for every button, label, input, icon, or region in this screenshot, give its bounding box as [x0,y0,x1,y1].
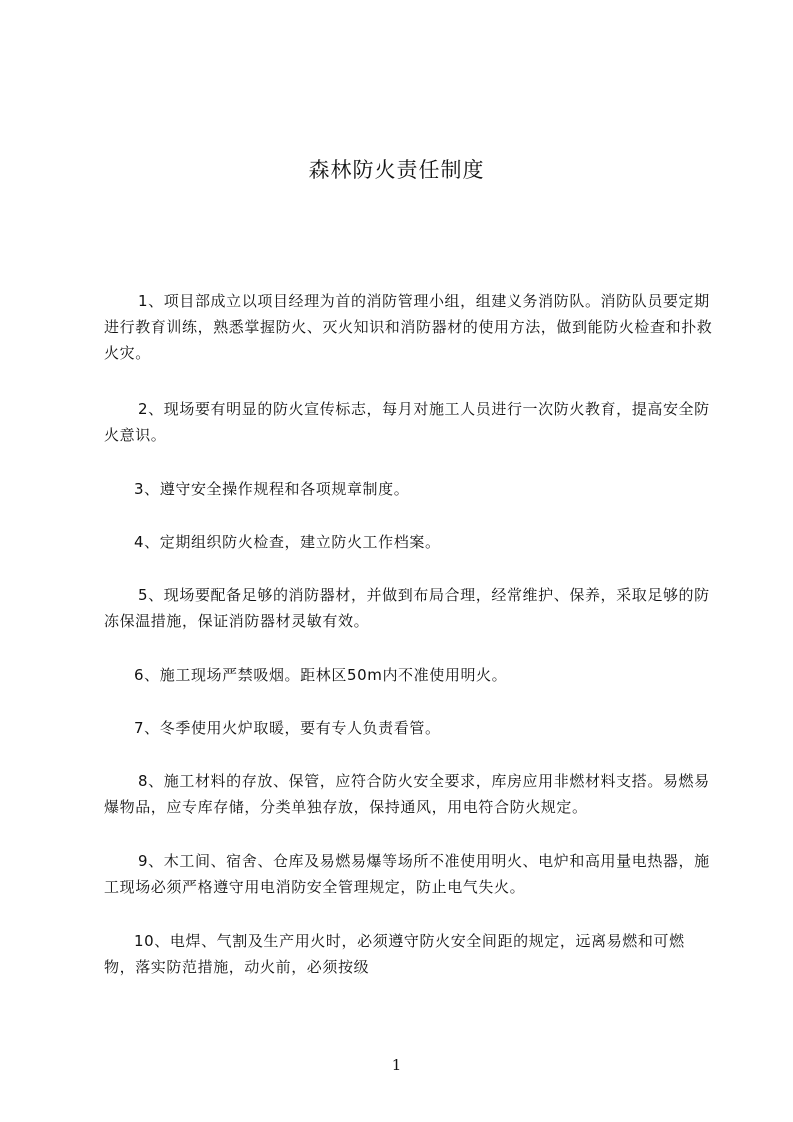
paragraph-2-text: 2、现场要有明显的防火宣传标志，每月对施工人员进行一次防火教育，提高安全防火意识。 [104,400,710,444]
paragraph-6-text: 6、施工现场严禁吸烟。距林区50m内不准使用明火。 [134,666,508,684]
paragraph-7 [104,715,714,741]
paragraph-10-text: 10、电焊、气割及生产用火时，必须遵守防火安全间距的规定，远离易燃和可燃物，落实防范措施，动火前，必须按级 [104,932,685,976]
paragraph-1-text: 1、项目部成立以项目经理为首的消防管理小组，组建义务消防队。消防队员要定期进行教育训练，熟悉掌握防火、灭火知识和消防器材的使用方法，做到能防火检查和扑救火灾。 [104,292,713,362]
paragraph-2 [104,396,714,448]
paragraph-8-text: 8、施工材料的存放、保管，应符合防火安全要求，库房应用非燃材料支搭。易燃易爆物品，应专库存储，分类单独存放，保持通风，用电符合防火规定。 [104,772,710,816]
paragraph-9 [104,848,714,900]
paragraph-8 [104,768,714,820]
paragraph-5 [104,582,714,634]
paragraph-9-text: 9、木工间、宿舍、仓库及易燃易爆等场所不准使用明火、电炉和高用量电热器，施工现场必须严格遵守用电消防安全管理规定，防止电气失火。 [104,852,710,896]
paragraph-3 [104,476,714,502]
paragraph-7-text: 7、冬季使用火炉取暖，要有专人负责看管。 [134,719,441,737]
paragraph-1 [104,288,714,366]
paragraph-4 [104,529,714,555]
paragraph-5-text: 5、现场要配备足够的消防器材，并做到布局合理，经常维护、保养，采取足够的防冻保温措施，保证消防器材灵敏有效。 [104,586,710,630]
paragraph-6 [104,662,714,688]
page-number: 1 [391,1056,402,1074]
paragraph-4-text: 4、定期组织防火检查，建立防火工作档案。 [134,533,441,551]
paragraph-3-text: 3、遵守安全操作规程和各项规章制度。 [134,480,410,498]
document-title: 森林防火责任制度 [308,158,485,183]
paragraph-10 [104,928,714,980]
